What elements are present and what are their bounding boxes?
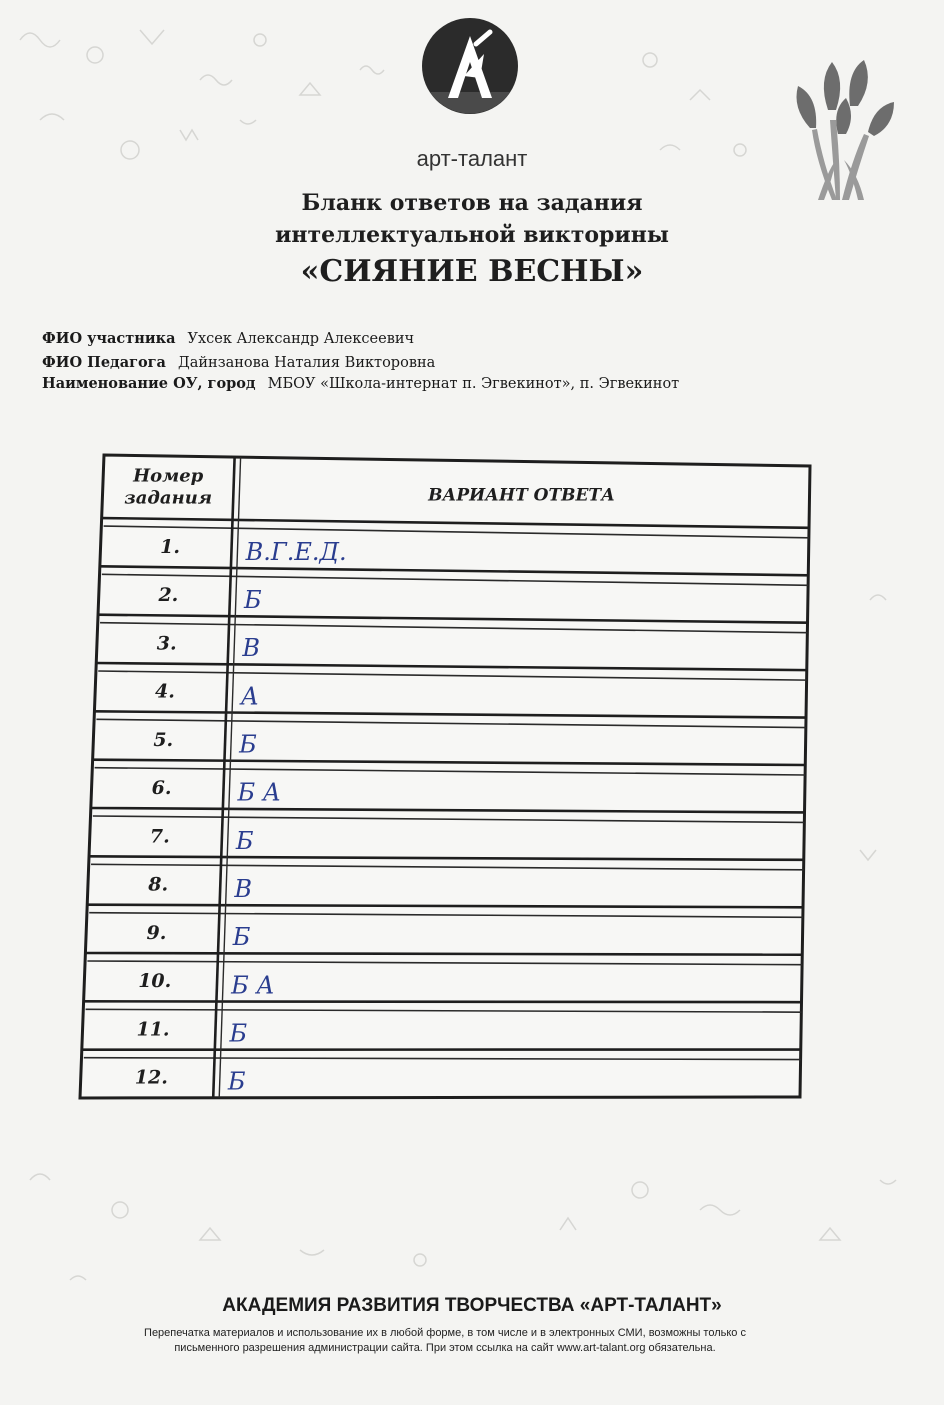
header-number-line-2: задания: [124, 487, 213, 509]
teacher-value: Дайнзанова Наталия Викторовна: [177, 355, 436, 371]
handwritten-answer: В.Г.Е.Д.: [245, 537, 347, 566]
task-number: 12.: [134, 1066, 168, 1089]
row-divider: [85, 953, 802, 955]
handwritten-answer: Б: [229, 1019, 248, 1048]
footer-note-line-1: Перепечатка материалов и использование их в любой форме, в том числе и в электронных СМИ, возможны только с: [144, 1327, 746, 1339]
handwritten-answer: В: [234, 874, 252, 903]
task-number: 1.: [160, 535, 181, 558]
task-number: 2.: [158, 584, 179, 607]
footer-note-line-2: письменного разрешения администрации сайта. При этом ссылка на сайт www.art-talant.org обязательна.: [174, 1342, 716, 1354]
participant-label: ФИО участника: [42, 330, 176, 347]
handwritten-answer: Б: [232, 923, 251, 952]
handwritten-answer: Б: [235, 826, 254, 855]
handwritten-answer: Б А: [237, 778, 281, 807]
task-number: 9.: [146, 921, 167, 944]
brand-name: арт-талант: [416, 146, 528, 171]
task-number: 4.: [155, 680, 175, 703]
header-number-line-1: Номер: [133, 465, 204, 487]
task-number: 5.: [153, 728, 174, 751]
school-value: МБОУ «Школа-интернат п. Эгвекинот», п. Эгвекинот: [267, 376, 680, 392]
task-number: 8.: [148, 873, 169, 896]
row-divider: [84, 1001, 802, 1002]
task-number: 6.: [151, 777, 172, 800]
school-label: Наименование ОУ, город: [42, 375, 256, 392]
footer-title: АКАДЕМИЯ РАЗВИТИЯ ТВОРЧЕСТВА «АРТ-ТАЛАНТ»: [222, 1295, 722, 1316]
task-number: 10.: [138, 970, 172, 993]
quiz-name: «СИЯНИЕ ВЕСНЫ»: [300, 254, 644, 289]
handwritten-answer: Б: [239, 730, 257, 759]
handwritten-answer: В: [242, 634, 261, 663]
participant-value: Ухсек Александр Алексеевич: [187, 331, 415, 347]
handwritten-answer: А: [240, 682, 259, 711]
handwritten-answer: Б: [243, 585, 262, 614]
handwritten-answer: Б А: [231, 971, 275, 1000]
form-title-line-2: интеллектуальной викторины: [275, 222, 669, 248]
task-number: 3.: [156, 632, 177, 655]
teacher-label: ФИО Педагога: [42, 354, 166, 371]
task-number: 11.: [136, 1018, 170, 1041]
header-answer: ВАРИАНТ ОТВЕТА: [428, 485, 615, 506]
form-title-line-1: Бланк ответов на задания: [301, 190, 643, 216]
handwritten-answer: Б: [227, 1067, 246, 1096]
task-number: 7.: [149, 825, 170, 848]
footer-note: [50, 1326, 840, 1356]
